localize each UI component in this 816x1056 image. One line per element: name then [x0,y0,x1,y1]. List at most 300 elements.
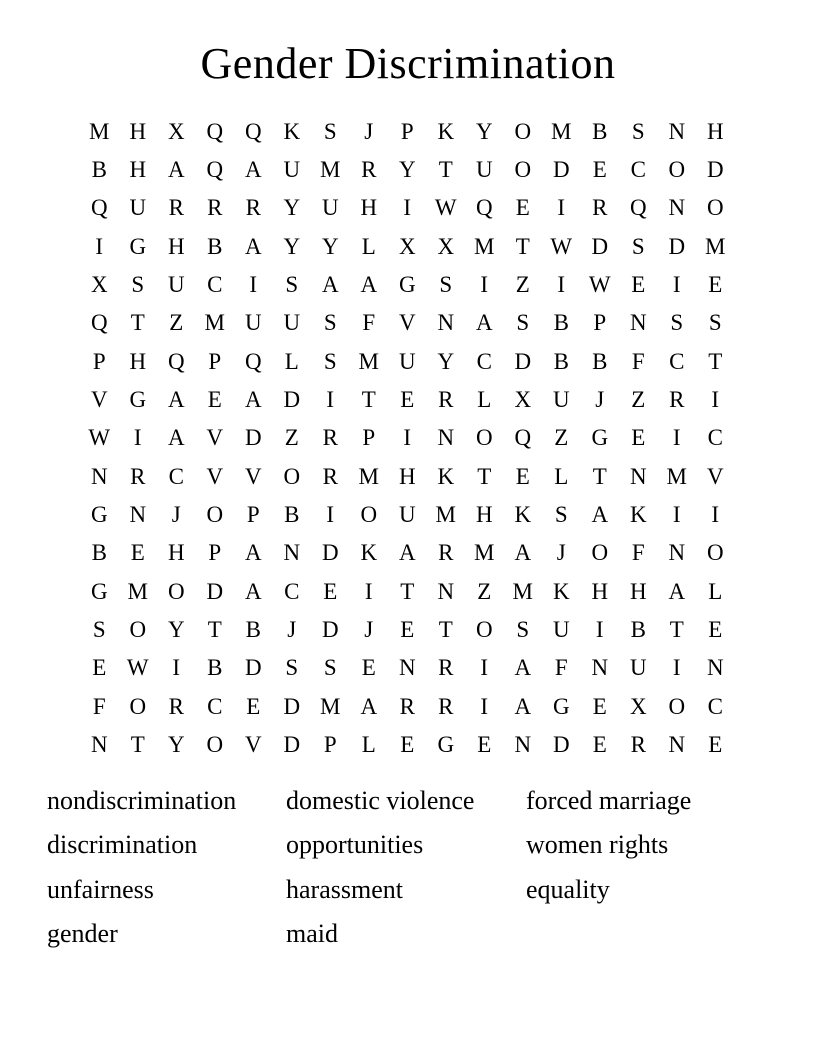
grid-cell: S [708,310,722,336]
grid-cell: N [629,310,647,336]
word-list-item: maid [286,919,338,949]
grid-cell: Q [514,425,532,451]
grid-cell: T [130,732,145,758]
grid-cell: E [400,732,415,758]
grid-cell: V [244,463,262,489]
grid-cell: I [172,655,181,681]
grid-cell: P [208,540,222,566]
grid-cell: R [245,195,261,221]
grid-cell: A [244,233,262,259]
grid-cell: R [592,195,608,221]
grid-cell: C [707,425,723,451]
grid-cell: N [668,732,686,758]
grid-cell: I [672,272,681,298]
grid-cell: U [552,617,570,643]
grid-cell: E [515,195,530,221]
grid-cell: X [90,272,108,298]
grid-cell: E [708,272,723,298]
grid-cell: V [206,463,224,489]
grid-cell: C [630,157,646,183]
grid-cell: R [322,463,338,489]
grid-cell: N [668,118,686,144]
grid-cell: O [706,540,724,566]
grid-cell: M [320,157,341,183]
grid-cell: F [92,693,106,719]
grid-cell: I [249,272,258,298]
grid-cell: R [207,195,223,221]
grid-cell: J [364,118,374,144]
grid-cell: M [666,463,687,489]
grid-cell: O [283,463,301,489]
grid-cell: A [167,387,185,413]
grid-cell: M [512,578,533,604]
grid-cell: I [672,655,681,681]
grid-cell: E [477,732,492,758]
grid-cell: L [361,732,376,758]
grid-cell: V [398,310,416,336]
word-search-grid [80,112,735,764]
grid-cell: P [323,732,337,758]
grid-cell: B [592,118,608,144]
grid-cell: S [516,617,530,643]
grid-cell: H [591,578,609,604]
grid-cell: G [129,387,147,413]
grid-cell: R [168,195,184,221]
grid-cell: I [480,693,489,719]
grid-cell: R [630,732,646,758]
grid-cell: L [361,233,376,259]
grid-cell: I [595,617,604,643]
grid-cell: Z [554,425,569,451]
grid-cell: Q [629,195,647,221]
grid-cell: N [437,425,455,451]
grid-cell: K [552,578,570,604]
grid-cell: H [706,118,724,144]
grid-cell: M [435,502,456,528]
grid-cell: A [244,578,262,604]
grid-cell: T [400,578,415,604]
grid-cell: I [557,272,566,298]
grid-cell: O [129,617,147,643]
grid-cell: E [207,387,222,413]
grid-cell: O [668,157,686,183]
grid-cell: I [672,425,681,451]
grid-cell: I [711,387,720,413]
grid-cell: E [361,655,376,681]
grid-cell: E [592,157,607,183]
grid-cell: I [326,502,335,528]
grid-cell: U [475,157,493,183]
grid-cell: N [90,463,108,489]
grid-cell: L [708,578,723,604]
grid-cell: M [474,540,495,566]
word-list-item: discrimination [47,830,198,860]
grid-cell: O [668,693,686,719]
grid-cell: A [360,693,378,719]
grid-cell: Y [167,617,185,643]
grid-cell: J [364,617,374,643]
grid-cell: F [362,310,376,336]
grid-cell: N [437,310,455,336]
grid-cell: W [550,233,573,259]
grid-cell: M [127,578,148,604]
grid-cell: N [629,463,647,489]
grid-cell: S [92,617,106,643]
grid-cell: R [438,693,454,719]
grid-cell: T [438,157,453,183]
grid-cell: S [631,233,645,259]
grid-cell: D [283,732,301,758]
grid-cell: S [323,348,337,374]
grid-cell: T [361,387,376,413]
grid-cell: Y [321,233,339,259]
grid-cell: U [629,655,647,681]
grid-cell: O [167,578,185,604]
grid-cell: H [129,348,147,374]
word-list-item: women rights [526,830,669,860]
grid-cell: U [244,310,262,336]
grid-cell: H [129,118,147,144]
grid-cell: M [551,118,572,144]
grid-cell: Q [244,348,262,374]
grid-cell: M [474,233,495,259]
grid-cell: I [557,195,566,221]
grid-cell: A [167,157,185,183]
grid-cell: P [362,425,376,451]
grid-cell: E [592,693,607,719]
grid-cell: V [244,732,262,758]
grid-cell: W [88,425,111,451]
grid-cell: O [514,157,532,183]
grid-cell: Q [475,195,493,221]
grid-cell: A [591,502,609,528]
grid-cell: O [129,693,147,719]
grid-cell: B [207,233,223,259]
grid-cell: O [475,425,493,451]
grid-cell: G [591,425,609,451]
grid-cell: Y [475,118,493,144]
grid-cell: D [244,425,262,451]
grid-cell: N [591,655,609,681]
grid-cell: A [514,540,532,566]
grid-cell: R [399,693,415,719]
grid-cell: T [438,617,453,643]
grid-cell: A [514,655,532,681]
word-list-item: gender [47,919,118,949]
grid-cell: O [206,502,224,528]
grid-cell: B [91,157,107,183]
grid-cell: V [706,463,724,489]
grid-cell: H [398,463,416,489]
word-list-item: unfairness [47,874,154,904]
grid-cell: B [284,502,300,528]
grid-cell: E [400,387,415,413]
grid-cell: C [207,693,223,719]
grid-cell: U [167,272,185,298]
grid-cell: N [398,655,416,681]
grid-cell: R [438,655,454,681]
grid-cell: I [480,272,489,298]
grid-cell: I [711,502,720,528]
grid-cell: J [171,502,181,528]
grid-cell: A [321,272,339,298]
grid-cell: K [514,502,532,528]
grid-cell: E [515,463,530,489]
grid-cell: Z [169,310,184,336]
grid-cell: I [326,387,335,413]
grid-cell: D [514,348,532,374]
grid-cell: N [437,578,455,604]
grid-cell: B [592,348,608,374]
grid-cell: O [591,540,609,566]
grid-cell: A [244,540,262,566]
grid-cell: K [437,118,455,144]
grid-cell: S [323,310,337,336]
grid-cell: S [131,272,145,298]
grid-cell: N [129,502,147,528]
grid-cell: B [207,655,223,681]
grid-cell: B [630,617,646,643]
grid-cell: T [515,233,530,259]
grid-cell: T [708,348,723,374]
grid-cell: I [95,233,104,259]
grid-cell: Z [477,578,492,604]
grid-cell: M [358,348,379,374]
word-list-item: forced marriage [526,786,692,815]
grid-cell: Z [515,272,530,298]
word-list-item: nondiscrimination [47,786,237,815]
grid-cell: G [129,233,147,259]
grid-cell: V [90,387,108,413]
word-list-item: equality [526,874,610,904]
grid-cell: J [595,387,605,413]
grid-cell: E [92,655,107,681]
grid-cell: U [552,387,570,413]
grid-cell: Y [283,195,301,221]
grid-cell: Z [631,387,646,413]
grid-cell: Q [206,118,224,144]
grid-cell: R [438,387,454,413]
grid-cell: U [129,195,147,221]
grid-cell: H [167,233,185,259]
word-list-column [47,779,285,957]
grid-cell: I [133,425,142,451]
grid-cell: K [629,502,647,528]
grid-cell: I [480,655,489,681]
grid-cell: U [398,348,416,374]
grid-cell: J [287,617,297,643]
grid-cell: J [556,540,566,566]
grid-cell: M [705,233,726,259]
grid-cell: A [244,157,262,183]
word-list-item: opportunities [286,830,424,860]
grid-cell: E [708,732,723,758]
grid-cell: P [92,348,106,374]
grid-cell: X [398,233,416,259]
grid-cell: Q [206,157,224,183]
grid-cell: B [553,310,569,336]
grid-cell: H [129,157,147,183]
grid-cell: P [208,348,222,374]
grid-cell: R [168,693,184,719]
grid-cell: C [476,348,492,374]
grid-cell: R [322,425,338,451]
grid-cell: D [706,157,724,183]
grid-cell: H [360,195,378,221]
grid-cell: T [130,310,145,336]
grid-cell: R [130,463,146,489]
grid-cell: F [631,540,645,566]
grid-cell: O [706,195,724,221]
grid-cell: S [323,655,337,681]
grid-cell: L [477,387,492,413]
grid-cell: H [475,502,493,528]
grid-cell: I [364,578,373,604]
word-list-column [526,779,776,912]
grid-cell: T [592,463,607,489]
grid-cell: W [434,195,457,221]
grid-cell: M [320,693,341,719]
grid-cell: N [668,540,686,566]
grid-cell: Q [244,118,262,144]
grid-cell: O [514,118,532,144]
grid-cell: Y [167,732,185,758]
grid-cell: S [554,502,568,528]
grid-cell: N [706,655,724,681]
grid-cell: B [553,348,569,374]
grid-cell: D [321,540,339,566]
grid-cell: V [206,425,224,451]
grid-cell: H [629,578,647,604]
grid-cell: U [398,502,416,528]
grid-cell: S [516,310,530,336]
grid-cell: C [168,463,184,489]
grid-cell: K [283,118,301,144]
grid-cell: R [361,157,377,183]
grid-cell: W [126,655,149,681]
grid-cell: W [588,272,611,298]
grid-cell: I [672,502,681,528]
grid-cell: D [206,578,224,604]
grid-cell: Q [90,195,108,221]
grid-cell: H [167,540,185,566]
grid-cell: B [245,617,261,643]
grid-cell: G [437,732,455,758]
puzzle-title: Gender Discrimination [200,39,616,88]
grid-cell: E [400,617,415,643]
grid-cell: S [285,272,299,298]
grid-cell: D [591,233,609,259]
grid-cell: G [90,578,108,604]
grid-cell: M [358,463,379,489]
grid-cell: N [668,195,686,221]
grid-cell: B [91,540,107,566]
grid-cell: U [283,157,301,183]
grid-cell: A [167,425,185,451]
grid-cell: I [403,425,412,451]
grid-cell: O [475,617,493,643]
grid-cell: A [475,310,493,336]
grid-cell: K [360,540,378,566]
grid-cell: S [439,272,453,298]
grid-cell: C [207,272,223,298]
grid-cell: A [668,578,686,604]
grid-cell: D [283,693,301,719]
grid-cell: Y [398,157,416,183]
grid-cell: E [631,425,646,451]
grid-cell: A [398,540,416,566]
grid-cell: R [669,387,685,413]
grid-cell: Q [167,348,185,374]
grid-cell: O [206,732,224,758]
grid-cell: N [514,732,532,758]
grid-cell: S [631,118,645,144]
grid-cell: E [323,578,338,604]
grid-cell: C [707,693,723,719]
grid-cell: E [708,617,723,643]
grid-cell: D [552,732,570,758]
grid-cell: S [285,655,299,681]
grid-cell: D [283,387,301,413]
grid-cell: D [244,655,262,681]
grid-cell: T [477,463,492,489]
grid-cell: P [400,118,414,144]
grid-cell: D [668,233,686,259]
grid-cell: S [323,118,337,144]
grid-cell: T [669,617,684,643]
grid-cell: M [89,118,110,144]
grid-cell: N [283,540,301,566]
grid-cell: Z [284,425,299,451]
grid-cell: E [130,540,145,566]
grid-cell: C [284,578,300,604]
grid-cell: G [90,502,108,528]
word-list-item: domestic violence [286,786,475,815]
grid-cell: X [514,387,532,413]
grid-cell: A [244,387,262,413]
grid-cell: P [593,310,607,336]
grid-cell: Q [90,310,108,336]
grid-cell: E [592,732,607,758]
grid-cell: O [360,502,378,528]
grid-cell: X [167,118,185,144]
grid-cell: G [552,693,570,719]
word-list-column [286,779,524,957]
grid-cell: F [554,655,568,681]
grid-cell: R [438,540,454,566]
grid-cell: T [207,617,222,643]
grid-cell: A [360,272,378,298]
grid-cell: Y [283,233,301,259]
word-list-item: harassment [286,874,403,904]
grid-cell: E [246,693,261,719]
grid-cell: U [283,310,301,336]
grid-cell: C [669,348,685,374]
grid-cell: F [631,348,645,374]
grid-cell: Y [437,348,455,374]
grid-cell: U [321,195,339,221]
grid-cell: X [437,233,455,259]
grid-cell: E [631,272,646,298]
grid-cell: X [629,693,647,719]
grid-cell: A [514,693,532,719]
grid-cell: N [90,732,108,758]
grid-cell: K [437,463,455,489]
grid-cell: L [554,463,569,489]
grid-cell: D [552,157,570,183]
grid-cell: M [204,310,225,336]
grid-cell: L [284,348,299,374]
